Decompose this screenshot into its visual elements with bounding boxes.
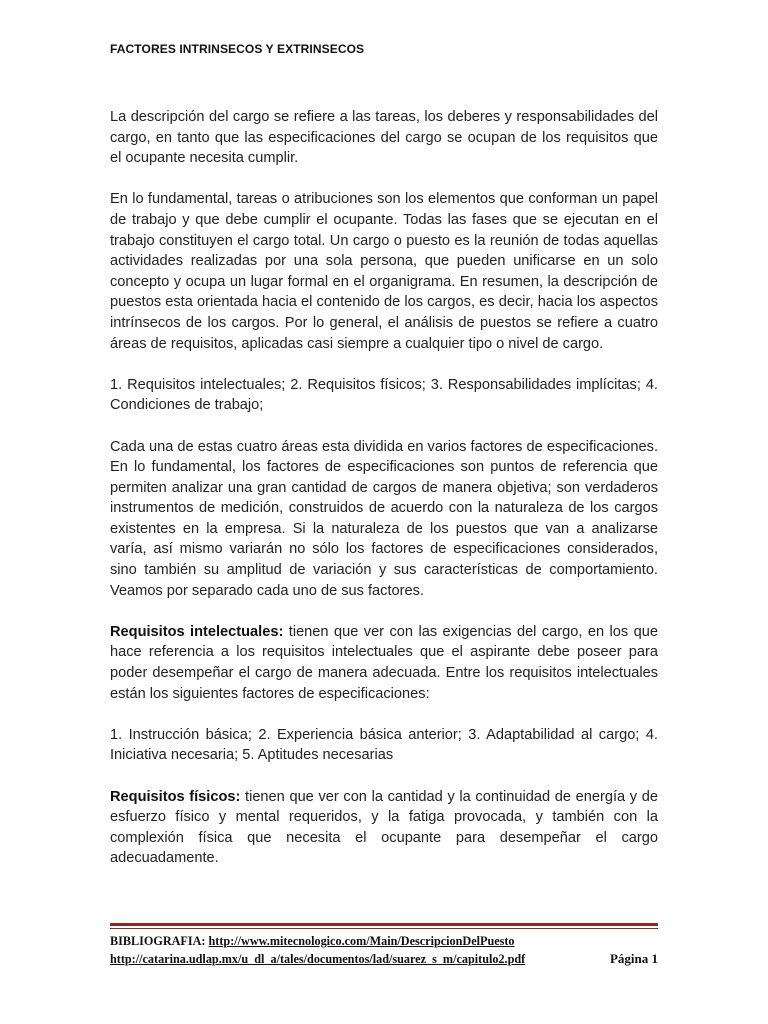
footer-divider-thick <box>110 923 658 926</box>
paragraph-2: En lo fundamental, tareas o atribuciones son los elementos que conforman un papel de trabajo y que debe cumplir el ocupante. Todas las fases que se ejecutan en el trabajo constituyen el cargo total. Un cargo o puesto es la reunión de todas aquellas actividades realizadas por una sola persona, que pueden unificarse en un solo concepto y ocupa un lugar formal en el organigrama. En resumen, la descripción de puestos esta orientada hacia el contenido de los cargos, es decir, hacia los aspectos intrínsecos de los cargos. Por lo general, el análisis de puestos se refiere a cuatro áreas de requisitos, aplicadas casi siempre a cualquier tipo o nivel de cargo. <box>110 191 658 352</box>
bibliography-link-2[interactable]: http://catarina.udlap.mx/u_dl_a/tales/documentos/lad/suarez_s_m/capitulo2.pdf <box>110 952 526 966</box>
page-footer <box>110 932 658 968</box>
footer-divider-thin <box>110 928 658 929</box>
document-body <box>110 107 658 890</box>
paragraph-physical-requirements <box>110 787 658 869</box>
paragraph-intellectual-factors-list: 1. Instrucción básica; 2. Experiencia básica anterior; 3. Adaptabilidad al cargo; 4. Iniciativa necesaria; 5. Aptitudes necesarias <box>110 726 658 764</box>
page-header-title: FACTORES INTRINSECOS Y EXTRINSECOS <box>110 42 365 56</box>
paragraph-1: La descripción del cargo se refiere a las tareas, los deberes y responsabilidades del cargo, en tanto que las especificaciones del cargo se ocupan de los requisitos que el ocupante necesita cumplir. <box>110 109 658 167</box>
intellectual-requirements-text: tienen que ver con las exigencias del cargo, en los que hace referencia a los requisitos intelectuales que el aspirante debe poseer para poder desempeñar el cargo de manera adecuada. Entre los requisitos intelectuales están los siguientes factores de especificaciones: <box>110 623 658 702</box>
bibliography-link-1[interactable]: http://www.mitecnologico.com/Main/DescripcionDelPuesto <box>208 934 515 948</box>
paragraph-intellectual-requirements <box>110 622 658 704</box>
footer-row-1 <box>110 932 658 950</box>
page-number: Página 1 <box>609 951 658 966</box>
physical-requirements-text: tienen que ver con la cantidad y la continuidad de energía y de esfuerzo físico y mental requeridos, y la fatiga provocada, y también con la complexión física que necesita el ocupante para desempeñar el cargo adecuadamente. <box>110 788 658 867</box>
intellectual-requirements-heading: Requisitos intelectuales: <box>110 623 284 640</box>
bibliography-label: BIBLIOGRAFIA: <box>110 934 206 948</box>
paragraph-requirements-list: 1. Requisitos intelectuales; 2. Requisitos físicos; 3. Responsabilidades implícitas; 4. Condiciones de trabajo; <box>110 376 658 414</box>
physical-requirements-heading: Requisitos físicos: <box>110 788 241 805</box>
footer-row-2 <box>110 950 658 968</box>
paragraph-4: Cada una de estas cuatro áreas esta dividida en varios factores de especificaciones. En lo fundamental, los factores de especificaciones son puntos de referencia que permiten analizar una gran cantidad de cargos de manera objetiva; son verdaderos instrumentos de medición, construidos de acuerdo con la naturaleza de los cargos existentes en la empresa. Si la naturaleza de los puestos que van a analizarse varía, así mismo variarán no sólo los factores de especificaciones considerados, sino también su amplitud de variación y sus características de comportamiento. Veamos por separado cada uno de sus factores. <box>110 438 658 599</box>
